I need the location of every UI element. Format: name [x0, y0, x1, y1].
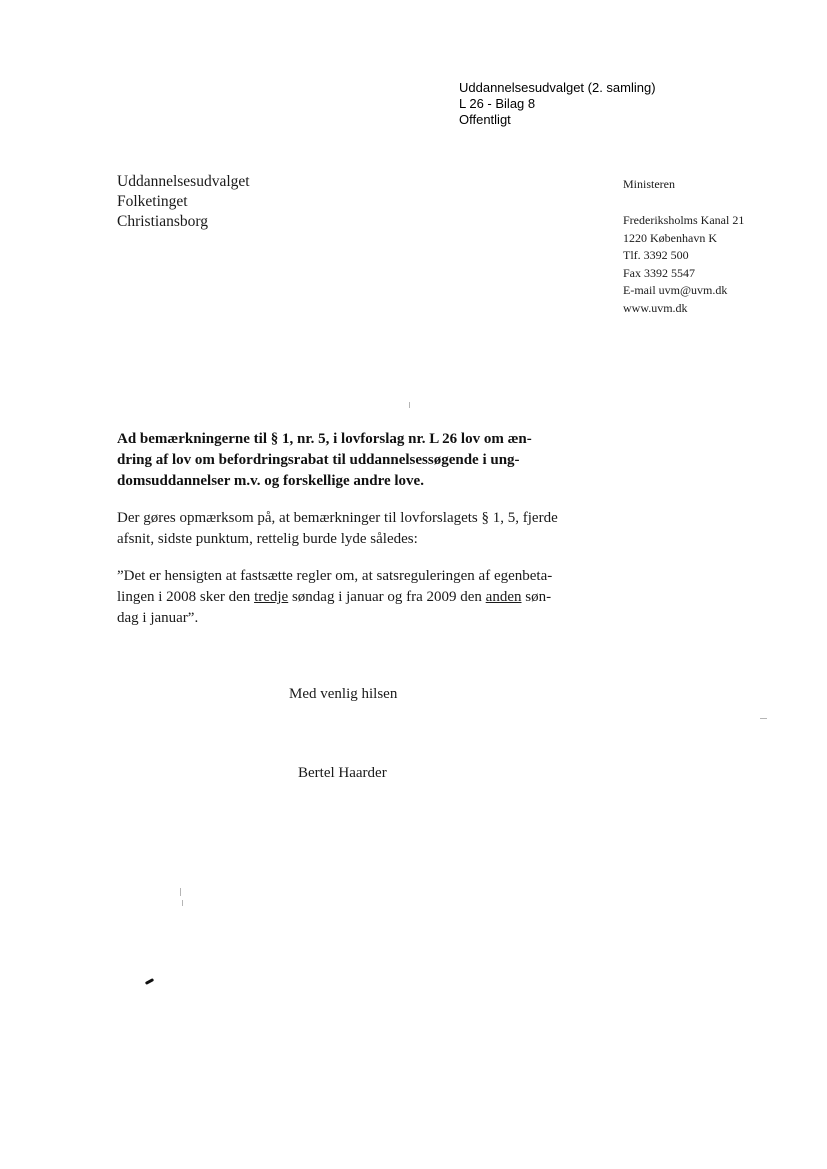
body-paragraph-1 — [117, 508, 577, 550]
recipient-address — [117, 172, 250, 232]
subject-line: domsuddannelser m.v. og forskellige andre love. — [117, 473, 424, 489]
paragraph-line — [117, 587, 577, 608]
paragraph-line: dag i januar”. — [117, 610, 199, 626]
recipient-line: Folketinget — [117, 193, 188, 210]
stamp-committee: Uddannelsesudvalget (2. samling) — [459, 80, 656, 95]
sender-title: Ministeren — [623, 177, 675, 191]
text-segment: søndag i januar og fra 2009 den — [288, 589, 486, 605]
stamp-status: Offentligt — [459, 112, 511, 127]
underlined-word: anden — [485, 589, 522, 605]
signature-name: Bertel Haarder — [298, 765, 387, 781]
scan-speck — [180, 888, 181, 896]
sender-postal: 1220 København K — [623, 230, 717, 245]
recipient-line: Uddannelsesudvalget — [117, 173, 250, 190]
text-segment: søn- — [521, 589, 552, 605]
scan-speck — [182, 900, 183, 906]
text-segment: lingen i 2008 sker den — [117, 589, 255, 605]
scan-speck — [409, 402, 410, 408]
subject-line: dring af lov om befordringsrabat til uddannelsessøgende i ung- — [117, 452, 520, 468]
paragraph-line: afsnit, sidste punktum, rettelig burde lyde således: — [117, 531, 418, 547]
sender-fax: Fax 3392 5547 — [623, 265, 695, 280]
sender-street: Frederiksholms Kanal 21 — [623, 213, 745, 227]
sender-email: E-mail uvm@uvm.dk — [623, 283, 728, 297]
scan-mark — [145, 978, 154, 985]
sender-web: www.uvm.dk — [623, 300, 688, 315]
subject-line: Ad bemærkningerne til § 1, nr. 5, i lovforslag nr. L 26 lov om æn- — [117, 431, 532, 447]
closing-greeting: Med venlig hilsen — [289, 686, 398, 702]
archive-stamp — [459, 80, 656, 128]
stamp-reference: L 26 - Bilag 8 — [459, 96, 536, 111]
underlined-word: tredje — [254, 589, 289, 605]
recipient-line: Christiansborg — [117, 213, 208, 230]
sender-address — [623, 212, 744, 317]
sender-phone: Tlf. 3392 500 — [623, 248, 689, 262]
body-paragraph-2 — [117, 566, 577, 629]
scan-speck — [760, 718, 767, 719]
letter-subject — [117, 429, 567, 492]
paragraph-line: Der gøres opmærksom på, at bemærkninger til lovforslagets § 1, 5, fjerde — [117, 510, 558, 526]
paragraph-line: ”Det er hensigten at fastsætte regler om, at satsreguleringen af egenbeta- — [117, 568, 553, 584]
